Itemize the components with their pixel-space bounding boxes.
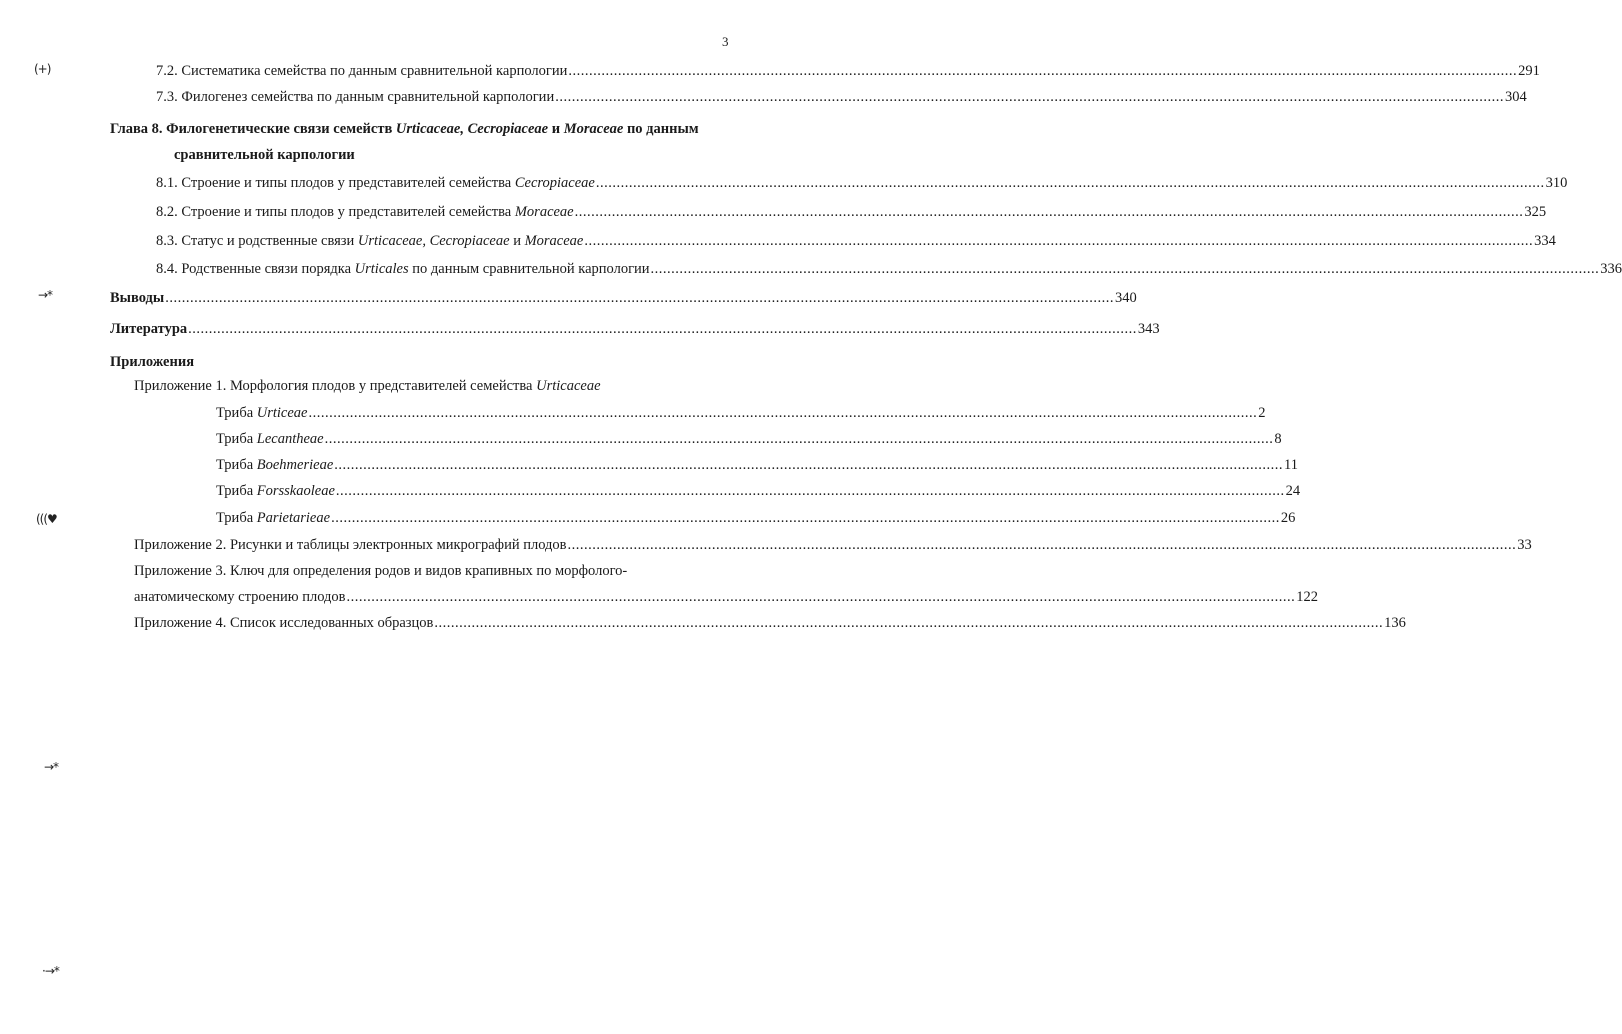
dot-leader: ...................................................................................................................................................................................................................................... xyxy=(188,321,1137,337)
dot-leader: ...................................................................................................................................................................................................................................... xyxy=(584,233,1534,249)
toc-entry-7-3 xyxy=(156,88,1527,106)
dot-leader: ...................................................................................................................................................................................................................................... xyxy=(165,290,1114,306)
toc-entry-tribe-parietarieae xyxy=(216,509,1296,527)
entry-page: 8 xyxy=(1274,431,1282,447)
toc-entry-literature xyxy=(110,320,1160,338)
entry-label: Триба Urticeae xyxy=(216,405,308,421)
entry-page: 26 xyxy=(1280,510,1296,526)
appendix-1-title: Приложение 1. Морфология плодов у представителей семейства Urticaceae xyxy=(134,378,601,394)
dot-leader: ...................................................................................................................................................................................................................................... xyxy=(568,63,1518,79)
entry-page: 33 xyxy=(1517,537,1532,553)
toc-entry-8-2 xyxy=(156,203,1547,221)
toc-entry-appendix-2 xyxy=(134,536,1532,554)
entry-label: Триба Parietarieae xyxy=(216,510,331,526)
entry-page: 291 xyxy=(1518,63,1540,79)
entry-label: Приложение 2. Рисунки и таблицы электронных микрографий плодов xyxy=(134,537,567,553)
entry-page: 343 xyxy=(1137,321,1160,337)
chapter-8-heading: Глава 8. Филогенетические связи семейств Urticaceae, Cecropiaceae и Moraceae по данным xyxy=(110,121,699,137)
toc-entry-tribe-lecantheae xyxy=(216,430,1282,448)
dot-leader: ...................................................................................................................................................................................................................................... xyxy=(595,175,1545,191)
entry-page: 340 xyxy=(1114,290,1137,306)
entry-page: 2 xyxy=(1258,405,1266,421)
entry-label: Приложение 4. Список исследованных образцов xyxy=(134,615,434,631)
entry-label: 8.2. Строение и типы плодов у представителей семейства Moraceae xyxy=(156,204,574,220)
dot-leader: ...................................................................................................................................................................................................................................... xyxy=(567,537,1517,553)
entry-page: 304 xyxy=(1504,89,1527,105)
appendix-3-title: Приложение 3. Ключ для определения родов и видов крапивных по морфолого- xyxy=(134,563,628,579)
toc-entry-8-4 xyxy=(156,260,1622,278)
entry-label: Триба Forsskaoleae xyxy=(216,483,335,499)
margin-mark: (((♥ xyxy=(36,512,57,526)
dot-leader: ...................................................................................................................................................................................................................................... xyxy=(346,589,1296,605)
entry-label: 8.4. Родственные связи порядка Urticales по данным сравнительной карпологии xyxy=(156,261,650,277)
entry-label: 8.1. Строение и типы плодов у представителей семейства Cecropiaceae xyxy=(156,175,595,191)
entry-page: 24 xyxy=(1285,483,1301,499)
dot-leader: ...................................................................................................................................................................................................................................... xyxy=(650,261,1600,277)
entry-label: Триба Lecantheae xyxy=(216,431,324,447)
chapter-8-heading-line2: сравнительной карпологии xyxy=(174,147,355,163)
dot-leader: ...................................................................................................................................................................................................................................... xyxy=(331,510,1280,526)
margin-mark: →* xyxy=(44,760,59,774)
margin-mark: ·→* xyxy=(42,964,59,978)
toc-entry-7-2 xyxy=(156,62,1540,80)
toc-entry-appendix-3 xyxy=(134,588,1319,606)
entry-label: 7.2. Систематика семейства по данным сравнительной карпологии xyxy=(156,63,568,79)
toc-entry-8-1 xyxy=(156,174,1568,192)
margin-mark: (+) xyxy=(34,62,51,76)
entry-label: Литература xyxy=(110,321,188,337)
appendices-heading: Приложения xyxy=(110,354,195,370)
entry-page: 336 xyxy=(1600,261,1622,277)
entry-page: 11 xyxy=(1284,457,1298,473)
toc-entry-tribe-forsskaoleae xyxy=(216,482,1301,500)
dot-leader: ...................................................................................................................................................................................................................................... xyxy=(334,457,1284,473)
toc-entry-appendix-4 xyxy=(134,614,1406,632)
entry-label: Триба Boehmerieae xyxy=(216,457,334,473)
entry-label: 7.3. Филогенез семейства по данным сравнительной карпологии xyxy=(156,89,555,105)
entry-label: анатомическому строению плодов xyxy=(134,589,346,605)
dot-leader: ...................................................................................................................................................................................................................................... xyxy=(335,483,1285,499)
toc-entry-conclusions xyxy=(110,289,1137,307)
page-number: 3 xyxy=(722,34,729,49)
toc-entry-8-3 xyxy=(156,232,1556,250)
entry-page: 325 xyxy=(1524,204,1547,220)
dot-leader: ...................................................................................................................................................................................................................................... xyxy=(324,431,1274,447)
entry-page: 334 xyxy=(1534,233,1556,249)
toc-entry-tribe-boehmerieae xyxy=(216,456,1298,474)
dot-leader: ...................................................................................................................................................................................................................................... xyxy=(574,204,1524,220)
entry-page: 136 xyxy=(1384,615,1406,631)
dot-leader: ...................................................................................................................................................................................................................................... xyxy=(308,405,1258,421)
entry-label: 8.3. Статус и родственные связи Urticaceae, Cecropiaceae и Moraceae xyxy=(156,233,584,249)
margin-mark: →* xyxy=(38,288,53,302)
toc-entry-tribe-urticeae xyxy=(216,404,1266,422)
entry-page: 310 xyxy=(1545,175,1568,191)
dot-leader: ...................................................................................................................................................................................................................................... xyxy=(555,89,1504,105)
dot-leader: ...................................................................................................................................................................................................................................... xyxy=(434,615,1384,631)
entry-page: 122 xyxy=(1296,589,1319,605)
entry-label: Выводы xyxy=(110,290,165,306)
